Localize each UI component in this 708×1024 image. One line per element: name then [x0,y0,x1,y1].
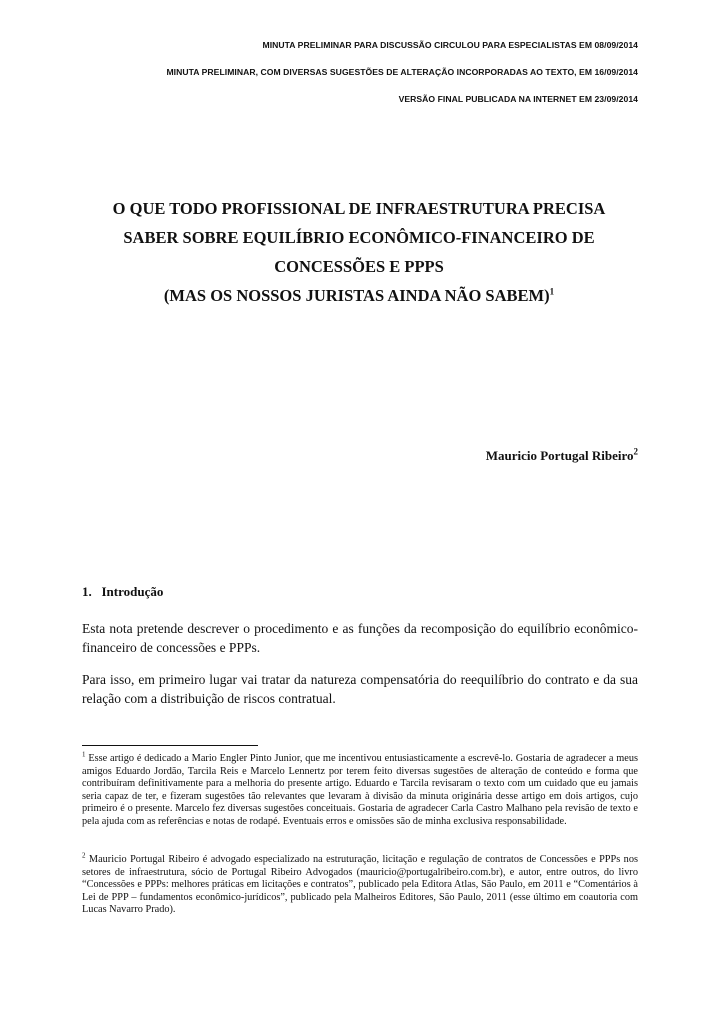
title-line-3: CONCESSÕES E PPPS [274,257,444,276]
footnote-2 [82,851,638,917]
title-line-4 [60,281,658,310]
section-heading: 1. Introdução [82,584,164,599]
body-paragraph-1: Esta nota pretende descrever o procedimento e as funções da recomposição do equilíbrio econômico-financeiro de concessões e PPPs. [82,621,638,655]
footnote-1 [82,750,638,829]
footnote-1-text: Esse artigo é dedicado a Mario Engler Pinto Junior, que me incentivou entusiasticamente a escrevê-lo. Gostaria de agradecer a meus amigos Eduardo Jordão, Tarcila Reis e Marcelo Lennertz por terem feito diversas sugestões de alteração de conteúdo e forma que contribuíram definitivamente para a melhoria do presente artigo. Eduardo e Tarcila revisaram o texto com um cuidado que eu jamais seria capaz de ter, e fizeram sugestões tão relevantes que levaram à divisão da minuta originária desse artigo em dois artigos, cujo primeiro é o presente. Marcelo fez diversas sugestões conceituais. Gostaria de agradecer Carla Castro Malhano pela revisão de texto e pela ajuda com as referências e notas de rodapé. Eventuais erros e omissões são de minha exclusiva responsabilidade. [82,753,638,827]
header-line-1: MINUTA PRELIMINAR PARA DISCUSSÃO CIRCULOU PARA ESPECIALISTAS EM 08/09/2014 [262,40,638,50]
header-line-3: VERSÃO FINAL PUBLICADA NA INTERNET EM 23/09/2014 [398,94,638,104]
footnote-divider [82,745,258,746]
footnote-ref-2[interactable]: 2 [633,446,638,457]
author [486,448,638,464]
header-line-2: MINUTA PRELIMINAR, COM DIVERSAS SUGESTÕES DE ALTERAÇÃO INCORPORADAS AO TEXTO, EM 16/09/2014 [166,67,638,77]
footnote-2-text: Mauricio Portugal Ribeiro é advogado especializado na estruturação, licitação e regulação de contratos de Concessões e PPPs nos setores de infraestrutura, sócio de Portugal Ribeiro Advogados (mauricio@portugalribeiro.com.br), e autor, entre outros, do livro “Concessões e PPPs: melhores práticas em licitações e contratos”, publicado pela Editora Atlas, São Paulo, em 2011 e “Comentários à Lei de PPP – fundamentos econômico-jurídicos”, publicado pela Malheiros Editores, São Paulo, 2011 (esse último em coautoria com Lucas Navarro Prado). [82,854,638,916]
footnote-2-number: 2 [82,851,86,860]
title-line-4-text: (MAS OS NOSSOS JURISTAS AINDA NÃO SABEM) [163,286,550,305]
author-name: Mauricio Portugal Ribeiro [485,448,634,463]
title-line-2: SABER SOBRE EQUILÍBRIO ECONÔMICO-FINANCEIRO DE [123,228,595,247]
footnote-ref-1[interactable]: 1 [549,286,555,297]
footnote-1-number: 1 [82,750,86,759]
title-line-1: O QUE TODO PROFISSIONAL DE INFRAESTRUTURA PRECISA [112,199,606,218]
body-paragraph-2: Para isso, em primeiro lugar vai tratar da natureza compensatória do reequilíbrio do contrato e da sua relação com a distribuição de riscos contratual. [82,672,638,706]
